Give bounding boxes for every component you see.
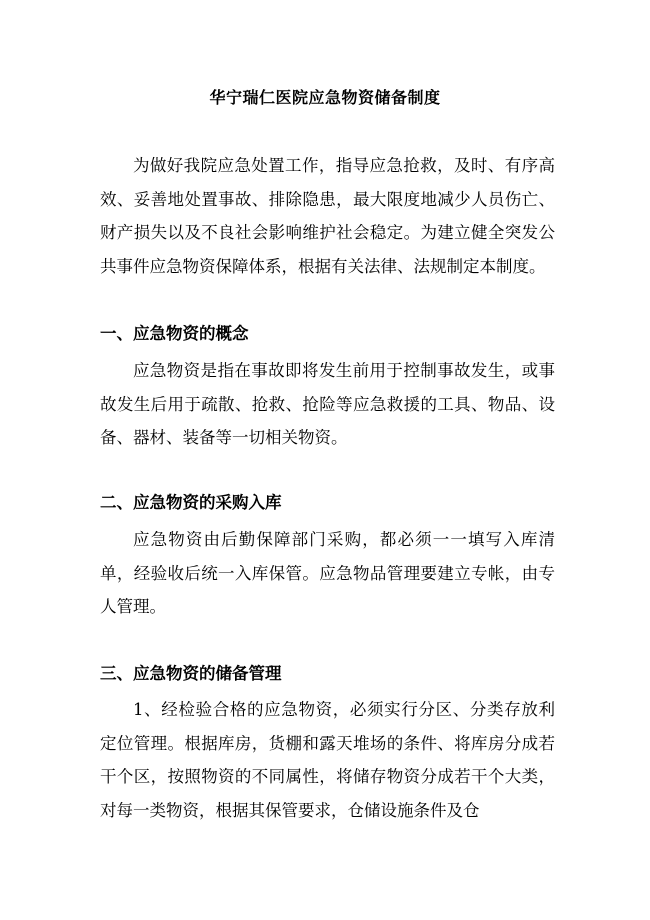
section-2-heading: 二、应急物资的采购入库	[100, 493, 282, 512]
document-title: 华宁瑞仁医院应急物资储备制度	[209, 88, 441, 107]
section-3-paragraph	[100, 693, 555, 827]
intro-text: 为做好我院应急处置工作，指导应急抢救，及时、有序高效、妥善地处置事故、排除隐患，最大限度地减少人员伤亡、财产损失以及不良社会影响维护社会稳定。为建立健全突发公共事件应急物资保障体系，根据有关法律、法规制定本制度。	[100, 156, 555, 276]
section-2-text: 应急物资由后勤保障部门采购，都必须一一填写入库清单，经验收后统一入库保管。应急物品管理要建立专帐，由专人管理。	[100, 530, 555, 617]
intro-paragraph	[100, 149, 555, 283]
section-1-text: 应急物资是指在事故即将发生前用于控制事故发生，或事故发生后用于疏散、抢救、抢险等应急救援的工具、物品、设备、器材、装备等一切相关物资。	[100, 361, 555, 448]
section-1-heading: 一、应急物资的概念	[100, 324, 249, 343]
section-1-paragraph	[100, 354, 555, 455]
section-3-heading: 三、应急物资的储备管理	[100, 664, 282, 683]
section-3-text: 1、经检验合格的应急物资，必须实行分区、分类存放利定位管理。根据库房，货棚和露天堆场的条件、将库房分成若干个区，按照物资的不同属性，将储存物资分成若干个大类，对每一类物资，根据其保管要求，仓储设施条件及仓	[100, 700, 555, 820]
section-2-paragraph	[100, 523, 555, 624]
